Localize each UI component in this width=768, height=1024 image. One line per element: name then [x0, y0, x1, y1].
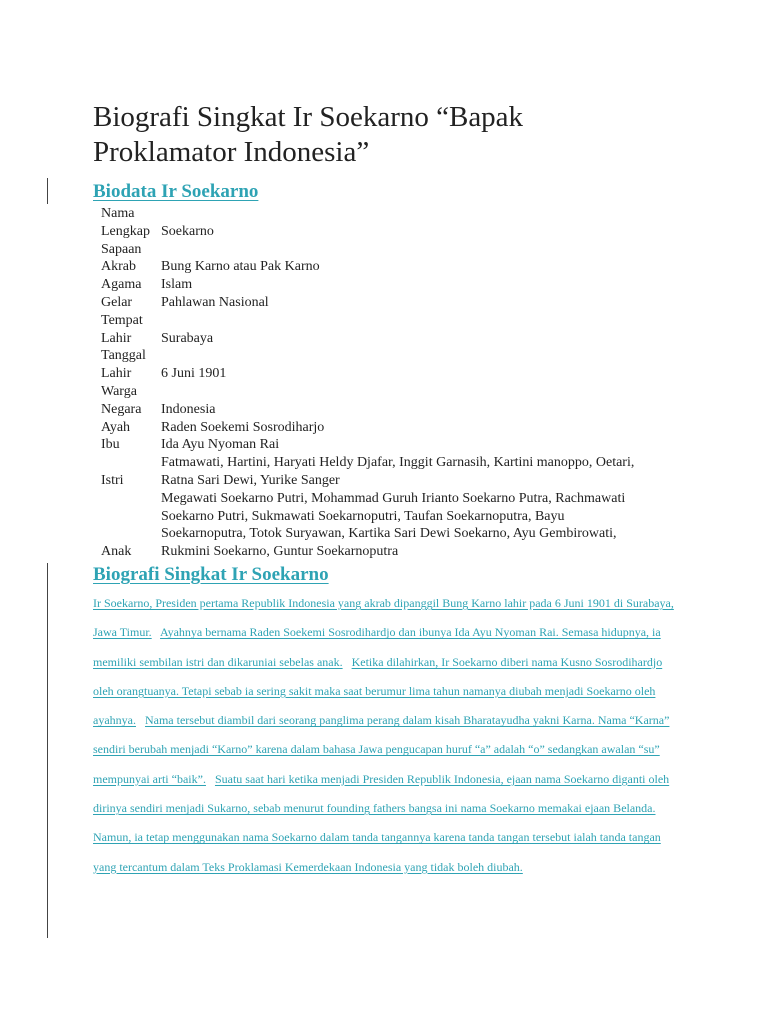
- biodata-value: Fatmawati, Hartini, Haryati Heldy Djafar, Inggit Garnasih, Kartini manoppo, Oetari, Ratna Sari Dewi, Yurike Sanger: [161, 455, 635, 488]
- biography-sentence: Suatu saat hari ketika menjadi Presiden Republik Indonesia, ejaan nama Soekarno diganti oleh dirinya sendiri menjadi Sukarno, sebab menurut founding fathers bangsa ini nama Soekarno memakai ejaan Belanda.: [93, 771, 670, 816]
- table-row: [101, 205, 651, 241]
- biodata-label: Warga Negara: [101, 383, 142, 417]
- biodata-label: Gelar: [101, 294, 133, 310]
- biodata-value: Megawati Soekarno Putri, Mohammad Guruh Irianto Soekarno Putra, Rachmawati Soekarno Putri, Sukmawati Soekarnoputri, Taufan Soekarnoputra, Bayu Soekarnoputra, Totok Suryawan, Kartika Sari Dewi Soekarno, Ayu Gembirowati, Rukmini Soekarno, Guntur Soekarnoputra: [161, 490, 626, 560]
- biodata-label: Agama: [101, 277, 142, 293]
- biodata-label: Ibu: [101, 437, 120, 453]
- table-row: [101, 383, 651, 419]
- biography-sentence: Nama tersebut diambil dari seorang panglima perang dalam kisah Bharatayudha yakni Karna. Nama “Karna” sendiri berubah menjadi “Karno” karena dalam bahasa Jawa pengucapan huruf “a” adalah “o” sedangkan awalan “su” mempunyai arti “baik”.: [93, 713, 670, 786]
- biography-sentence: Ketika dilahirkan, Ir Soekarno diberi nama Kusno Sosrodihardjo oleh orangtuanya. Tetapi sebab ia sering sakit maka saat berumur lima tahun namanya diubah menjadi Soekarno oleh ayahnya.: [93, 654, 663, 728]
- table-row: [101, 436, 651, 454]
- biodata-label: Tempat Lahir: [101, 312, 143, 346]
- table-row: [101, 312, 651, 348]
- biodata-value: Soekarno: [161, 223, 214, 239]
- table-row: [101, 276, 651, 294]
- biography-sentence: Namun, ia tetap menggunakan nama Soekarno dalam tanda tangannya karena tanda tangan tersebut ialah tanda tangan yang tercantum dalam Teks Proklamasi Kemerdekaan Indonesia yang tidak boleh diubah.: [93, 830, 661, 874]
- biography-paragraph: [93, 589, 678, 882]
- section-heading-biografi: Biografi Singkat Ir Soekarno: [93, 564, 329, 585]
- section-heading-biodata: Biodata Ir Soekarno: [93, 181, 259, 202]
- biodata-label: Tanggal Lahir: [101, 348, 146, 382]
- biodata-value: Pahlawan Nasional: [161, 294, 269, 310]
- page-title: Biografi Singkat Ir Soekarno “Bapak Proklamator Indonesia”: [93, 101, 524, 168]
- biodata-value: Ida Ayu Nyoman Rai: [161, 437, 280, 453]
- biodata-label: Ayah: [101, 419, 131, 435]
- text-cursor-marker: [47, 563, 48, 938]
- table-row: [101, 294, 651, 312]
- biodata-value: Raden Soekemi Sosrodiharjo: [161, 419, 325, 435]
- biodata-label: Istri: [101, 472, 124, 488]
- text-cursor-marker: [47, 178, 48, 204]
- biodata-label: Sapaan Akrab: [101, 241, 142, 275]
- table-row: [101, 490, 651, 561]
- table-row: [101, 454, 651, 490]
- biodata-label: Anak: [101, 544, 132, 560]
- biodata-value: Surabaya: [161, 330, 214, 346]
- biodata-value: Islam: [161, 277, 193, 293]
- biodata-label: Nama Lengkap: [101, 206, 150, 239]
- biography-sentence: Ayahnya bernama Raden Soekemi Sosrodihardjo dan ibunya Ida Ayu Nyoman Rai. Semasa hidupnya, ia memiliki sembilan istri dan dikaruniai sebelas anak.: [93, 625, 661, 669]
- biodata-value: Indonesia: [161, 401, 216, 417]
- table-row: [101, 419, 651, 437]
- table-row: [101, 347, 651, 383]
- biodata-value: Bung Karno atau Pak Karno: [161, 259, 320, 275]
- biodata-value: 6 Juni 1901: [161, 366, 227, 382]
- biodata-table: [101, 205, 651, 561]
- table-row: [101, 241, 651, 277]
- biography-sentence: Ir Soekarno, Presiden pertama Republik Indonesia yang akrab dipanggil Bung Karno lahir pada 6 Juni 1901 di Surabaya, Jawa Timur.: [93, 596, 674, 640]
